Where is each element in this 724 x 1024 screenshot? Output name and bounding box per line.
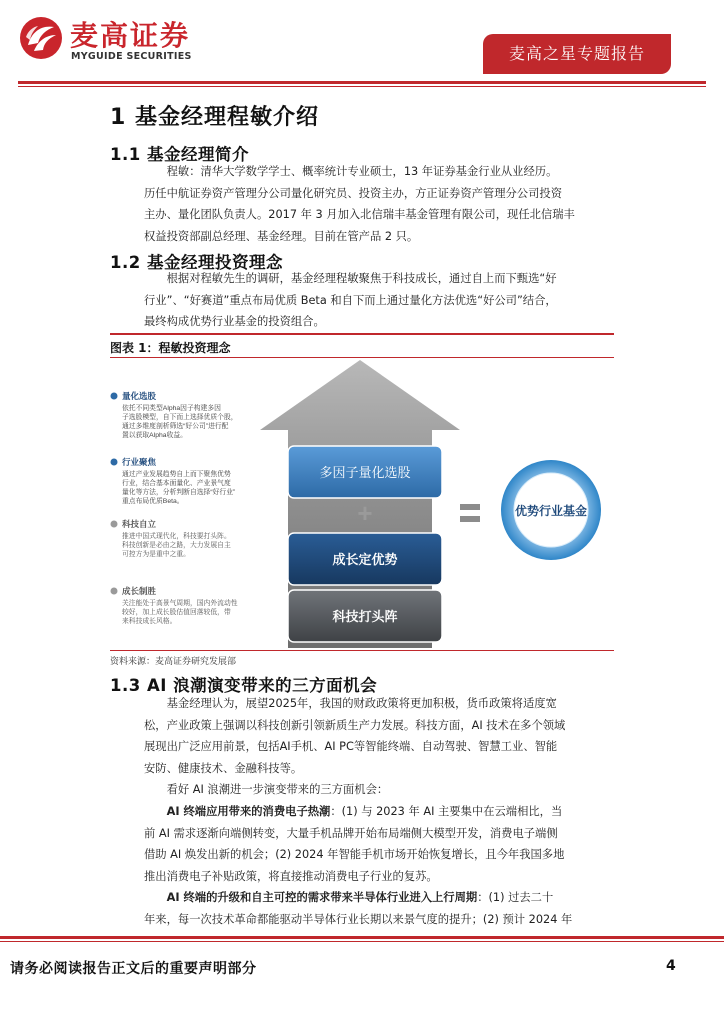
- report-series-badge: 麦高之星专题报告: [483, 34, 671, 74]
- item-line: 通过产业发展趋势自上而下聚焦优势: [122, 471, 231, 478]
- left-item-growth: [111, 586, 238, 625]
- text-line: 安防、健康技术、金融科技等。: [144, 761, 303, 775]
- text-line: 年来，每一次技术革命都能驱动半导体行业长期以来景气度的提升；(2) 预计 2024 年: [144, 912, 573, 926]
- header-divider: [18, 81, 706, 84]
- item-title: 量化选股: [122, 391, 157, 401]
- item-line: 子选股模型，自下而上选择优质个股，: [122, 414, 238, 421]
- item-line: 来科技成长风格。: [122, 618, 177, 625]
- text-line: 展现出广泛应用前景，包括AI手机、AI PC等智能终端、自动驾驶、智慧工业、智能: [144, 740, 558, 753]
- text-line: 推出消费电子补贴政策，将直接推动消费电子行业的复苏。: [144, 869, 438, 883]
- text-line: 权益投资部副总经理、基金经理。目前在管产品 2 只。: [144, 229, 419, 243]
- stack-box-quant: [288, 446, 442, 498]
- bold-lead: AI 终端的升级和自主可控的需求带来半导体行业进入上行周期: [166, 891, 478, 904]
- text-line: 主办、量化团队负责人。2017 年 3 月加入北信瑞丰基金管理有限公司，现任北信瑞丰: [144, 208, 575, 221]
- paragraph-outlook: [144, 693, 614, 779]
- text-line: 借助 AI 焕发出新的机会；(2) 2024 年智能手机市场开始恢复增长，且今年我国多地: [144, 848, 565, 861]
- bullet-icon: [111, 459, 118, 466]
- item-line: 重点布局优质Beta。: [122, 498, 184, 505]
- footer-divider: [0, 936, 724, 939]
- item-line: 可控方为是重中之重。: [122, 551, 190, 558]
- header-divider-thin: [18, 86, 706, 87]
- brand-name-cn: 麦高证券: [70, 19, 191, 52]
- brand-name-en: MYGUIDE SECURITIES: [71, 51, 192, 62]
- left-item-industry: [111, 457, 237, 505]
- bold-lead: AI 终端应用带来的消费电子热潮: [166, 805, 331, 818]
- subsection-title-1-1: 1.1 基金经理简介: [110, 145, 249, 164]
- plus-symbol-icon: +: [357, 498, 373, 528]
- item-line: 推进中国式现代化，科技要打头阵。: [122, 533, 231, 540]
- left-item-quant: [111, 391, 238, 439]
- footer-divider-thin: [0, 941, 724, 942]
- text-line: 根据对程敏先生的调研，基金经理程敏聚焦于科技成长，通过自上而下甄选“好: [166, 272, 557, 285]
- text-line: 最终构成优势行业基金的投资组合。: [144, 315, 325, 328]
- page-header: [0, 0, 724, 90]
- paragraph-manager-intro: [144, 161, 614, 247]
- text-line: 程敏：清华大学数学学士、概率统计专业硕士，13 年证券基金行业从业经历。: [166, 165, 558, 178]
- bullet-icon: [111, 521, 118, 528]
- paragraph-consumer-electronics: [144, 801, 614, 887]
- text-line: 松，产业政策上强调以科技创新引领新质生产力发展。科技方面，AI 技术在多个领域: [144, 718, 566, 732]
- item-title: 科技自立: [122, 519, 157, 529]
- subsection-title-1-3: 1.3 AI 浪潮演变带来的三方面机会: [110, 676, 378, 695]
- text-run: ：(1) 过去二十: [477, 891, 554, 904]
- page-number: 4: [666, 958, 676, 974]
- subsection-title-1-2: 1.2 基金经理投资理念: [110, 253, 283, 272]
- stack-label: 成长定优势: [332, 552, 398, 567]
- investment-philosophy-diagram: [110, 358, 614, 648]
- stack-box-tech: [288, 590, 442, 642]
- item-line: 依托不同类型Alpha因子构建多因: [122, 405, 221, 412]
- equals-symbol-icon: [460, 504, 480, 522]
- item-line: 科技创新是必由之路，大力发展自主: [122, 542, 231, 549]
- item-line: 关注能处于高景气周期，国内外流动性: [122, 600, 238, 607]
- result-label: 优势行业基金: [514, 504, 588, 518]
- text-run: ：(1) 与 2023 年 AI 主要集中在云端相比，当: [330, 805, 563, 818]
- figure-source: 资料来源：麦高证券研究发展部: [110, 657, 237, 667]
- paragraph-three-opportunities: 看好 AI 浪潮进一步演变带来的三方面机会：: [166, 783, 389, 796]
- bullet-icon: [111, 393, 118, 400]
- bullet-icon: [111, 588, 118, 595]
- item-line: 置以获取Alpha收益。: [122, 432, 187, 439]
- text-line: 历任中航证券资产管理分公司量化研究员、投资主办，方正证券资产管理分公司投资: [144, 186, 562, 200]
- item-line: 量化等方法，分析判断自选择“好行业”: [122, 489, 236, 496]
- figure-bottom-rule: [110, 650, 614, 651]
- footer-disclaimer: 请务必阅读报告正文后的重要声明部分: [10, 961, 257, 977]
- figure-top-rule: [110, 333, 614, 335]
- stack-label: 科技打头阵: [332, 609, 398, 624]
- item-title: 成长制胜: [122, 586, 157, 596]
- result-ring: [501, 460, 601, 560]
- myguide-logo-icon: [18, 15, 64, 61]
- text-line: 行业”、“好赛道”重点布局优质 Beta 和自下而上通过量化方法优选“好公司”结合，: [144, 293, 557, 307]
- section-title: 1 基金经理程敏介绍: [110, 105, 319, 130]
- paragraph-semiconductor: [144, 887, 614, 930]
- text-line: 前 AI 需求逐渐向端侧转变，大量手机品牌开始布局端侧大模型开发，消费电子端侧: [144, 826, 558, 840]
- text-line: 基金经理认为，展望2025年，我国的财政政策将更加积极，货币政策将适度宽: [166, 697, 557, 710]
- figure-title: 图表 1：程敏投资理念: [110, 341, 231, 355]
- stack-label: 多因子量化选股: [319, 465, 411, 480]
- item-title: 行业聚焦: [122, 457, 157, 467]
- item-line: 行业，结合基本面量化、产业景气度: [122, 480, 231, 487]
- left-item-tech: [111, 519, 231, 558]
- item-line: 通过多维度剖析筛选“好公司”进行配: [122, 423, 229, 430]
- item-line: 较好，加上成长股估值回落较低，带: [122, 609, 231, 616]
- stack-box-growth: [288, 533, 442, 585]
- paragraph-investment-philosophy: [144, 268, 614, 333]
